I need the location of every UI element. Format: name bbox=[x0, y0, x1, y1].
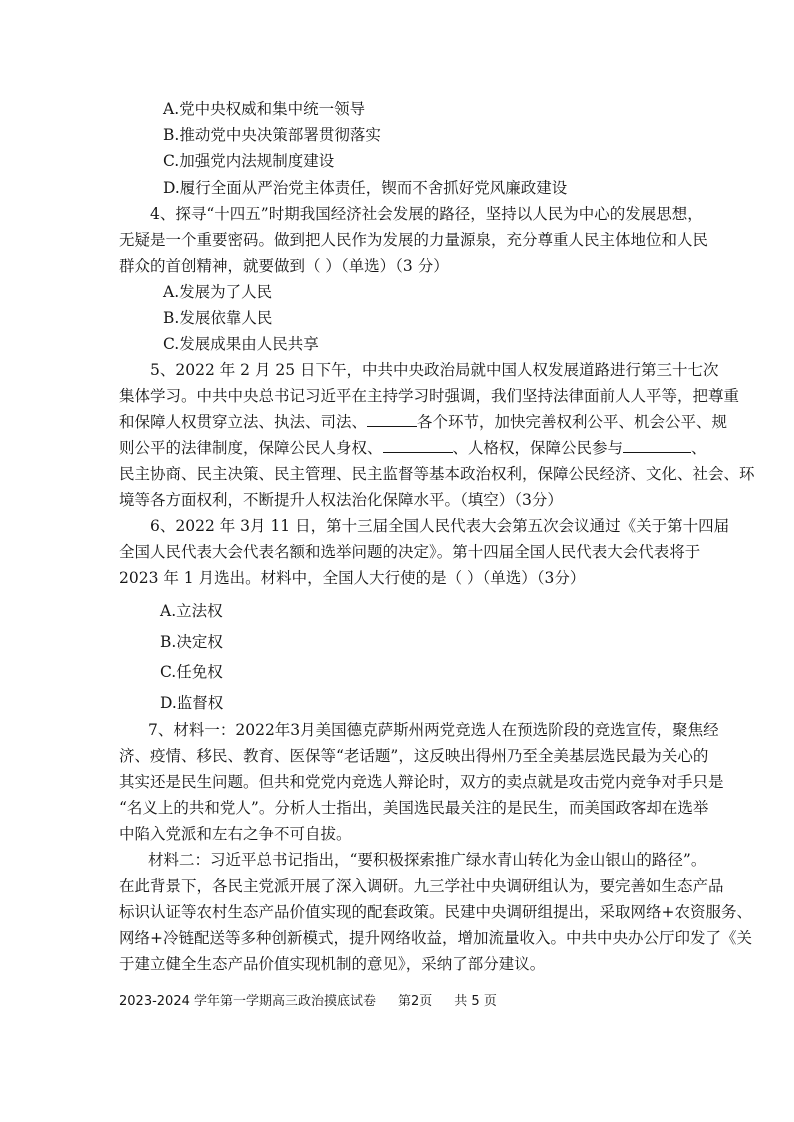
footer-page-number: 第2页 bbox=[398, 994, 433, 1009]
q5-stem-line-3 bbox=[119, 411, 727, 433]
page-footer bbox=[119, 990, 519, 1009]
q6-stem-line-3: 2023 年 1 月选出。材料中，全国人大行使的是（ ）（单选）（3分） bbox=[119, 569, 586, 587]
q6-option-c: C.任免权 bbox=[160, 663, 223, 681]
q6-option-b: B.决定权 bbox=[160, 633, 223, 651]
q6-stem-line-1: 6、2022 年 3月 11 日，第十三届全国人民代表大会第五次会议通过《关于第十四届 bbox=[150, 517, 730, 535]
q7-material-1-line-4: “名义上的共和党人”。分析人士指出，美国选民最关注的是民生，而美国政客却在选举 bbox=[119, 799, 709, 817]
q5-stem-line-2: 集体学习。中共中央总书记习近平在主持学习时强调，我们坚持法律面前人人平等，把尊重 bbox=[119, 387, 740, 405]
q3-option-c: C.加强党内法规制度建设 bbox=[163, 152, 335, 170]
q7-material-2-line-4: 网络+冷链配送等多种创新模式，提升网络收益，增加流量收入。中共中央办公厅印发了《关 bbox=[119, 929, 752, 947]
footer-exam-title: 2023-2024 学年第一学期高三政治摸底试卷 bbox=[119, 994, 376, 1009]
q5-blank-2[interactable] bbox=[383, 438, 453, 453]
q4-stem-line-2: 无疑是一个重要密码。做到把人民作为发展的力量源泉，充分尊重人民主体地位和人民 bbox=[119, 231, 709, 249]
q7-material-2-line-3: 标识认证等农村生态产品价值实现的配套政策。民建中央调研组提出，采取网络+农资服务、 bbox=[119, 903, 752, 921]
q3-option-a: A.党中央权威和集中统一领导 bbox=[163, 100, 366, 118]
q5-stem-line-6: 境等各方面权利，不断提升人权法治化保障水平。（填空）（3分） bbox=[119, 491, 563, 509]
q4-stem-line-1: 4、探寻“十四五”时期我国经济社会发展的路径，坚持以人民为中心的发展思想， bbox=[150, 205, 703, 223]
q5-stem-line-4 bbox=[119, 437, 707, 459]
q4-option-b: B.发展依靠人民 bbox=[163, 309, 273, 327]
q7-material-2-line-5: 于建立健全生态产品价值实现机制的意见》，采纳了部分建议。 bbox=[119, 955, 546, 973]
q7-material-2-line-1: 材料二：习近平总书记指出，“要积极探索推广绿水青山转化为金山银山的路径”。 bbox=[148, 851, 707, 869]
q5-blank-1[interactable] bbox=[367, 412, 417, 427]
q5-line-3-text-a: 和保障人权贯穿立法、执法、司法、 bbox=[119, 413, 368, 431]
q7-material-1-line-1: 7、材料一：2022年3月美国德克萨斯州两党竞选人在预选阶段的竞选宣传，聚焦经 bbox=[148, 721, 719, 739]
q7-material-1-line-5: 中陷入党派和左右之争不可自拔。 bbox=[119, 825, 352, 843]
footer-total-pages: 共 5 页 bbox=[454, 994, 497, 1009]
q5-line-3-text-b: 各个环节，加快完善权利公平、机会公平、规 bbox=[417, 413, 728, 431]
q5-blank-3[interactable] bbox=[623, 438, 691, 453]
q5-stem-line-1: 5、2022 年 2 月 25 日下午，中共中央政治局就中国人权发展道路进行第三十七次 bbox=[150, 361, 719, 379]
q6-stem-line-2: 全国人民代表大会代表名额和选举问题的决定》。第十四届全国人民代表大会代表将于 bbox=[119, 543, 701, 561]
q7-material-1-line-2: 济、疫情、移民、教育、医保等“老话题”，这反映出得州乃至全美基层选民最为关心的 bbox=[119, 747, 709, 765]
q3-option-b: B.推动党中央决策部署贯彻落实 bbox=[163, 126, 381, 144]
q7-material-2-line-2: 在此背景下，各民主党派开展了深入调研。九三学社中央调研组认为，要完善如生态产品 bbox=[119, 877, 724, 895]
q5-line-4-text-c: 、 bbox=[691, 439, 707, 457]
q5-line-4-text-a: 则公平的法律制度，保障公民人身权、 bbox=[119, 439, 383, 457]
q6-option-d: D.监督权 bbox=[160, 694, 224, 712]
q4-option-c: C.发展成果由人民共享 bbox=[163, 335, 319, 353]
q5-stem-line-5: 民主协商、民主决策、民主管理、民主监督等基本政治权利，保障公民经济、文化、社会、环 bbox=[119, 465, 755, 483]
q5-line-4-text-b: 、人格权，保障公民参与 bbox=[452, 439, 624, 457]
q4-option-a: A.发展为了人民 bbox=[163, 283, 273, 301]
q4-stem-line-3: 群众的首创精神，就要做到（ ）（单选）（3 分） bbox=[119, 257, 449, 275]
q6-option-a: A.立法权 bbox=[160, 602, 223, 620]
q3-option-d: D.履行全面从严治党主体责任，锲而不舍抓好党风廉政建设 bbox=[163, 179, 568, 197]
q7-material-1-line-3: 其实还是民生问题。但共和党党内竞选人辩论时，双方的卖点就是攻击党内竞争对手只是 bbox=[119, 773, 724, 791]
